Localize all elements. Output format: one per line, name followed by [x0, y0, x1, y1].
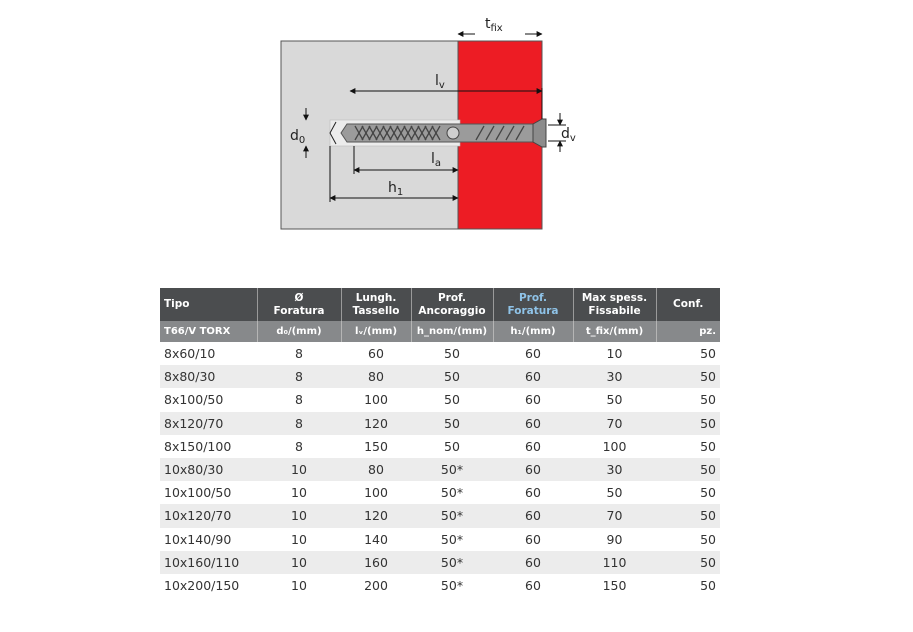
table-row: [160, 365, 720, 388]
table-row: [160, 528, 720, 551]
table-cell: 60: [525, 392, 541, 408]
table-cell: 8x60/10: [164, 346, 216, 362]
header-tipo: Tipo: [160, 288, 257, 321]
table-cell: 140: [364, 531, 388, 547]
table-cell: 8x100/50: [164, 392, 224, 408]
subheader-cell: t_fix/(mm): [573, 321, 656, 342]
screw-head: [533, 119, 546, 147]
table-cell: 8x120/70: [160, 412, 257, 435]
table-cell: 60: [493, 504, 573, 527]
table-cell: 50*: [411, 551, 493, 574]
table-cell: 80: [341, 365, 411, 388]
table-cell: 60: [493, 551, 573, 574]
header-profondita-foratura: Prof. Foratura: [493, 288, 573, 321]
table-cell: 160: [341, 551, 411, 574]
table-cell: 10: [291, 485, 307, 501]
table-cell: 60: [525, 485, 541, 501]
table-cell: 10x140/90: [164, 531, 232, 547]
table-cell: 100: [364, 392, 388, 408]
table-cell: 50: [700, 392, 716, 408]
table-cell: 60: [493, 365, 573, 388]
table-cell: 50*: [411, 504, 493, 527]
table-cell: 150: [602, 577, 627, 593]
table-cell: 200: [364, 577, 388, 593]
table-cell: 10x100/50: [164, 485, 232, 501]
subheader-cell: h_nom/(mm): [411, 321, 493, 342]
table-cell: 50: [656, 458, 720, 481]
header-confezione: Conf.: [656, 288, 720, 321]
subheader-cell: pz.: [656, 321, 720, 342]
table-cell: 8x80/30: [160, 365, 257, 388]
table-cell: 60: [525, 577, 541, 593]
table-cell: 100: [364, 485, 388, 501]
table-cell: 60: [525, 531, 541, 547]
table-cell: 120: [341, 504, 411, 527]
table-cell: 110: [573, 551, 656, 574]
header-profondita-ancoraggio: Prof. Ancoraggio: [411, 288, 493, 321]
table-cell: 30: [573, 365, 656, 388]
anchor-diagram: [270, 10, 600, 236]
table-cell: 50: [700, 438, 716, 454]
table-cell: 50*: [440, 577, 464, 593]
table-cell: 120: [341, 412, 411, 435]
table-cell: 100: [602, 438, 627, 454]
table-cell: 60: [368, 346, 384, 362]
table-cell: 10: [257, 551, 341, 574]
table-cell: 70: [573, 412, 656, 435]
table-row: [160, 458, 720, 481]
table-cell: 50: [656, 365, 720, 388]
table-cell: 50: [606, 485, 623, 501]
table-row: [160, 435, 720, 458]
table-cell: 50: [444, 392, 460, 408]
table-cell: 50*: [440, 531, 464, 547]
table-cell: 50: [656, 412, 720, 435]
table-cell: 70: [573, 504, 656, 527]
table-cell: 50: [656, 551, 720, 574]
subheader-cell: h₁/(mm): [493, 321, 573, 342]
table-cell: 50*: [440, 485, 464, 501]
subheader-cell: T66/V TORX: [160, 321, 257, 342]
table-cell: 30: [573, 458, 656, 481]
table-cell: 50: [444, 438, 460, 454]
table-cell: 8: [257, 365, 341, 388]
table-cell: 10: [606, 346, 623, 362]
table-row: [160, 504, 720, 527]
table-cell: 10x200/150: [164, 577, 240, 593]
table-cell: 10: [257, 504, 341, 527]
h1-label: $h_1$: [388, 180, 404, 198]
table-row: [160, 342, 720, 365]
table-cell: 50: [700, 531, 716, 547]
header-foratura-diameter: Ø Foratura: [257, 288, 341, 321]
table-cell: 50: [656, 504, 720, 527]
header-max-spessore: Max spess. Fissabile: [573, 288, 656, 321]
table-cell: 50: [444, 346, 460, 362]
table-cell: 8: [295, 392, 303, 408]
l-v-label: $l_v$: [435, 73, 445, 91]
table-subheader-row: [160, 321, 720, 342]
table-cell: 8: [295, 438, 303, 454]
table-cell: 50: [700, 577, 716, 593]
table-cell: 90: [606, 531, 623, 547]
table-cell: 50: [606, 392, 623, 408]
table-cell: 8x150/100: [164, 438, 232, 454]
table-cell: 50*: [411, 458, 493, 481]
table-cell: 10x160/110: [160, 551, 257, 574]
table-cell: 150: [364, 438, 388, 454]
subheader-cell: d₀/(mm): [257, 321, 341, 342]
table-row: [160, 412, 720, 435]
subheader-cell: lᵥ/(mm): [341, 321, 411, 342]
table-cell: 10: [257, 458, 341, 481]
l-a-label: $l_a$: [431, 151, 442, 169]
table-header-row: [160, 288, 720, 321]
table-cell: 8: [295, 346, 303, 362]
table-row: [160, 481, 720, 504]
table-cell: 60: [525, 438, 541, 454]
t-fix-label: $t_{fix}$: [485, 16, 503, 34]
table-cell: 10: [291, 577, 307, 593]
table-cell: 10x80/30: [160, 458, 257, 481]
table-cell: 10x120/70: [160, 504, 257, 527]
table-cell: 50: [411, 365, 493, 388]
table-row: [160, 551, 720, 574]
anchor-spec-table: [160, 288, 720, 597]
table-cell: 60: [525, 346, 541, 362]
table-cell: 8: [257, 412, 341, 435]
table-cell: 60: [493, 412, 573, 435]
table-cell: 50: [411, 412, 493, 435]
dv-label: $d_v$: [561, 126, 576, 144]
header-lunghezza-tassello: Lungh. Tassello: [341, 288, 411, 321]
table-cell: 50: [700, 485, 716, 501]
table-cell: 10: [291, 531, 307, 547]
table-cell: 60: [493, 458, 573, 481]
sleeve-notch: [447, 127, 459, 139]
d0-label: $d_0$: [290, 128, 306, 146]
table-row: [160, 574, 720, 597]
table-cell: 80: [341, 458, 411, 481]
table-row: [160, 388, 720, 411]
table-cell: 50: [700, 346, 716, 362]
